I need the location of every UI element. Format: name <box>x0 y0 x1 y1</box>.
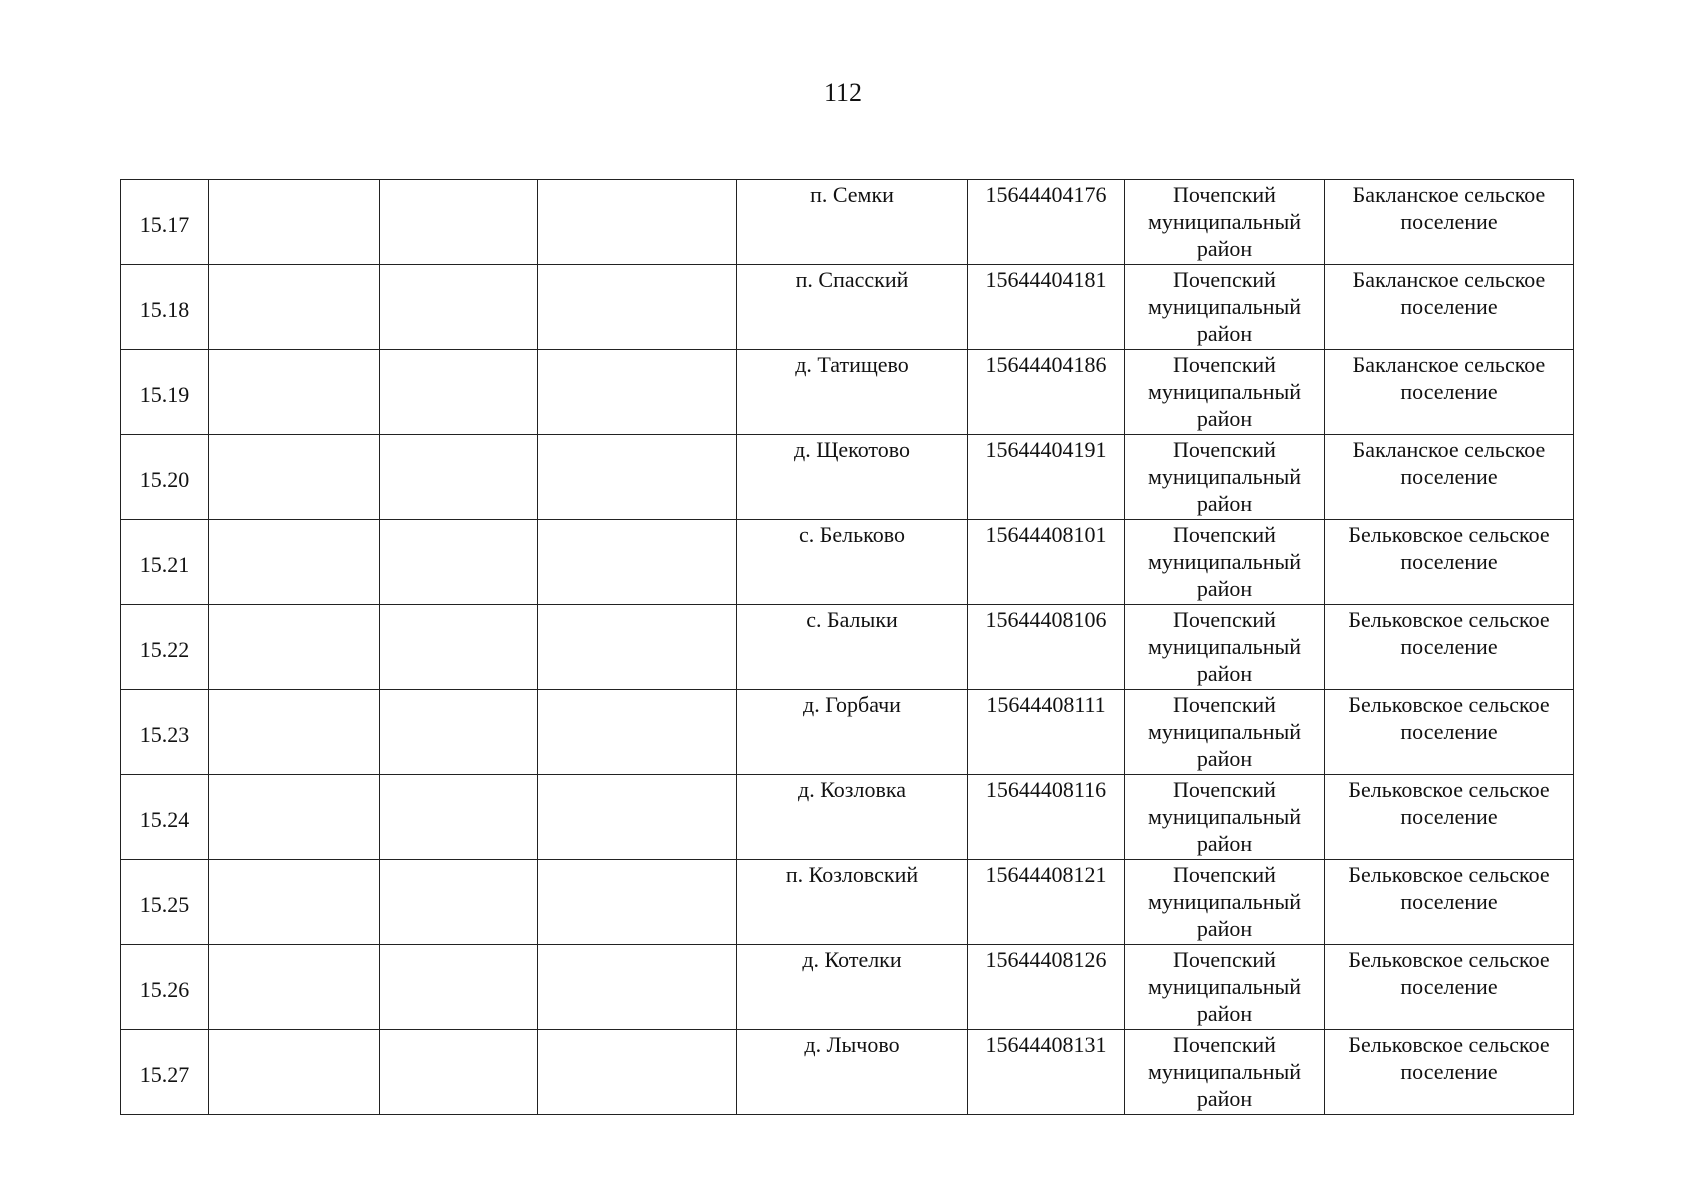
municipality-name: Бельковское сельское поселение <box>1325 690 1574 775</box>
row-number: 15.18 <box>121 265 209 350</box>
oktmo-code: 15644404186 <box>968 350 1125 435</box>
table-row <box>121 860 1574 945</box>
district-name: Почепский муниципальный район <box>1125 520 1325 605</box>
empty-cell <box>380 435 538 520</box>
municipality-name: Бакланское сельское поселение <box>1325 180 1574 265</box>
municipality-name: Бельковское сельское поселение <box>1325 605 1574 690</box>
row-number: 15.24 <box>121 775 209 860</box>
municipality-name: Бельковское сельское поселение <box>1325 520 1574 605</box>
empty-cell <box>380 350 538 435</box>
empty-cell <box>209 180 380 265</box>
settlement-name: с. Балыки <box>737 605 968 690</box>
table-row <box>121 520 1574 605</box>
district-name: Почепский муниципальный район <box>1125 350 1325 435</box>
empty-cell <box>538 775 737 860</box>
oktmo-code: 15644404176 <box>968 180 1125 265</box>
table-row <box>121 180 1574 265</box>
empty-cell <box>538 435 737 520</box>
empty-cell <box>380 520 538 605</box>
district-name: Почепский муниципальный район <box>1125 775 1325 860</box>
district-name: Почепский муниципальный район <box>1125 945 1325 1030</box>
district-name: Почепский муниципальный район <box>1125 605 1325 690</box>
empty-cell <box>380 605 538 690</box>
settlement-name: д. Щекотово <box>737 435 968 520</box>
oktmo-code: 15644408106 <box>968 605 1125 690</box>
row-number: 15.20 <box>121 435 209 520</box>
oktmo-code: 15644404191 <box>968 435 1125 520</box>
settlements-table <box>120 179 1574 1115</box>
oktmo-code: 15644408121 <box>968 860 1125 945</box>
oktmo-code: 15644408126 <box>968 945 1125 1030</box>
empty-cell <box>209 945 380 1030</box>
empty-cell <box>380 860 538 945</box>
empty-cell <box>209 690 380 775</box>
municipality-name: Бельковское сельское поселение <box>1325 860 1574 945</box>
district-name: Почепский муниципальный район <box>1125 435 1325 520</box>
municipality-name: Бельковское сельское поселение <box>1325 1030 1574 1115</box>
row-number: 15.23 <box>121 690 209 775</box>
table-row <box>121 350 1574 435</box>
row-number: 15.25 <box>121 860 209 945</box>
settlement-name: д. Котелки <box>737 945 968 1030</box>
settlement-name: п. Спасский <box>737 265 968 350</box>
district-name: Почепский муниципальный район <box>1125 1030 1325 1115</box>
settlement-name: д. Лычово <box>737 1030 968 1115</box>
settlement-name: с. Бельково <box>737 520 968 605</box>
municipality-name: Бакланское сельское поселение <box>1325 265 1574 350</box>
district-name: Почепский муниципальный район <box>1125 690 1325 775</box>
empty-cell <box>538 605 737 690</box>
settlement-name: п. Козловский <box>737 860 968 945</box>
empty-cell <box>380 180 538 265</box>
oktmo-code: 15644404181 <box>968 265 1125 350</box>
settlement-name: д. Татищево <box>737 350 968 435</box>
row-number: 15.17 <box>121 180 209 265</box>
empty-cell <box>538 265 737 350</box>
district-name: Почепский муниципальный район <box>1125 265 1325 350</box>
empty-cell <box>380 775 538 860</box>
empty-cell <box>380 690 538 775</box>
empty-cell <box>209 775 380 860</box>
empty-cell <box>209 265 380 350</box>
empty-cell <box>209 435 380 520</box>
table-row <box>121 1030 1574 1115</box>
table-row <box>121 690 1574 775</box>
empty-cell <box>209 1030 380 1115</box>
empty-cell <box>538 180 737 265</box>
table-row <box>121 265 1574 350</box>
empty-cell <box>538 690 737 775</box>
municipality-name: Бельковское сельское поселение <box>1325 945 1574 1030</box>
table-row <box>121 605 1574 690</box>
municipality-name: Бакланское сельское поселение <box>1325 435 1574 520</box>
oktmo-code: 15644408131 <box>968 1030 1125 1115</box>
empty-cell <box>209 350 380 435</box>
row-number: 15.27 <box>121 1030 209 1115</box>
table-row <box>121 435 1574 520</box>
page-number: 112 <box>823 78 863 107</box>
empty-cell <box>538 945 737 1030</box>
district-name: Почепский муниципальный район <box>1125 180 1325 265</box>
empty-cell <box>538 520 737 605</box>
empty-cell <box>209 520 380 605</box>
oktmo-code: 15644408111 <box>968 690 1125 775</box>
empty-cell <box>538 860 737 945</box>
empty-cell <box>538 1030 737 1115</box>
municipality-name: Бакланское сельское поселение <box>1325 350 1574 435</box>
row-number: 15.21 <box>121 520 209 605</box>
table-body <box>121 180 1574 1115</box>
settlement-name: д. Козловка <box>737 775 968 860</box>
settlement-name: д. Горбачи <box>737 690 968 775</box>
empty-cell <box>209 605 380 690</box>
row-number: 15.22 <box>121 605 209 690</box>
table-row <box>121 775 1574 860</box>
table-row <box>121 945 1574 1030</box>
oktmo-code: 15644408101 <box>968 520 1125 605</box>
row-number: 15.26 <box>121 945 209 1030</box>
oktmo-code: 15644408116 <box>968 775 1125 860</box>
empty-cell <box>209 860 380 945</box>
empty-cell <box>380 1030 538 1115</box>
district-name: Почепский муниципальный район <box>1125 860 1325 945</box>
row-number: 15.19 <box>121 350 209 435</box>
empty-cell <box>380 945 538 1030</box>
empty-cell <box>380 265 538 350</box>
empty-cell <box>538 350 737 435</box>
settlement-name: п. Семки <box>737 180 968 265</box>
municipality-name: Бельковское сельское поселение <box>1325 775 1574 860</box>
